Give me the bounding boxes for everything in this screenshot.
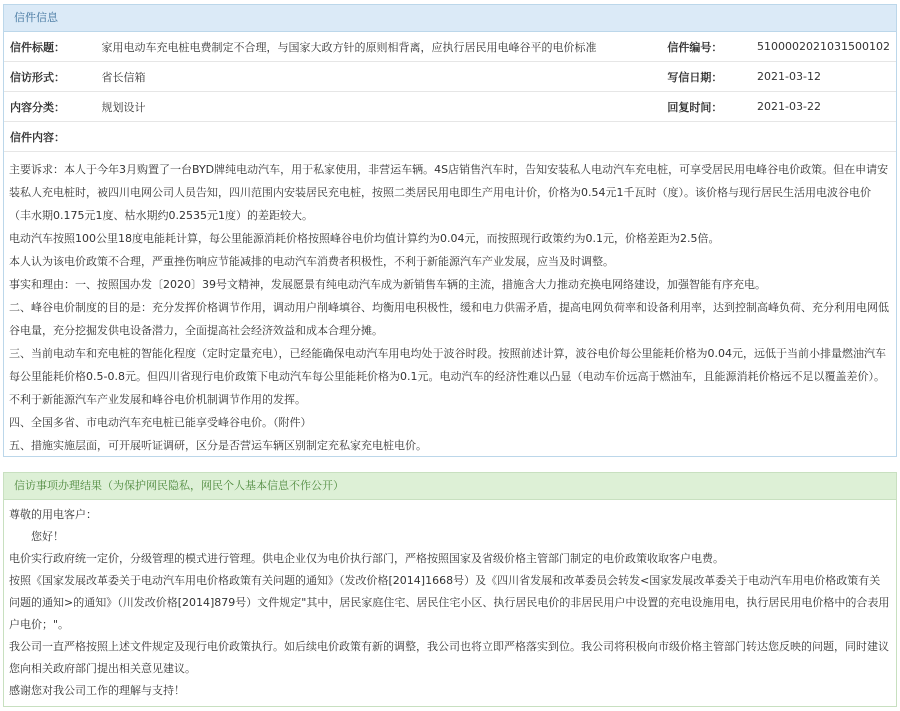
table-row xyxy=(4,62,896,92)
form-value: 省长信箱 xyxy=(95,62,661,92)
reply-time-label: 回复时间： xyxy=(661,92,751,122)
content-paragraph: 本人认为该电价政策不合理，严重挫伤响应节能减排的电动汽车消费者积极性，不利于新能源汽车产业发展，应当及时调整。 xyxy=(9,255,614,268)
number-label: 信件编号： xyxy=(661,32,751,62)
content-paragraph: 五、措施实施层面，可开展听证调研，区分是否营运车辆区别制定充私家充电桩电价。 xyxy=(9,439,427,452)
title-value: 家用电动车充电桩电费制定不合理，与国家大政方针的原则相背离，应执行居民用电峰谷平的电价标准 xyxy=(95,32,661,62)
reply-content xyxy=(4,500,896,702)
reply-panel xyxy=(3,472,897,707)
reply-line: 尊敬的用电客户： xyxy=(9,508,97,521)
content-paragraph: 事实和理由：一、按照国办发〔2020〕39号文精神，发展愿景有纯电动汽车成为新销售车辆的主流，措施含大力推动充换电网络建设，加强智能有序充电。 xyxy=(9,278,766,291)
reply-time-value: 2021-03-22 xyxy=(751,92,896,122)
reply-line: 我公司一直严格按照上述文件规定及现行电价政策执行。如后续电价政策有新的调整，我公司也将立即严格落实到位。我公司将积极向市级价格主管部门转达您反映的问题，同时建议您向相关政府部门提出相关意见建议。 xyxy=(9,640,889,675)
reply-line: 按照《国家发展改革委关于电动汽车用电价格政策有关问题的通知》（发改价格[2014]1668号）及《四川省发展和改革委员会转发<国家发展改革委关于电动汽车用电价格政策有关问题的通知>的通知》（川发改价格[2014]879号）文件规定"其中，居民家庭住宅、居民住宅小区、执行居民电价的非居民用户中设置的充电设施用电，执行居民用电价格中的合表用户电价；"。 xyxy=(9,574,890,631)
category-label: 内容分类： xyxy=(4,92,95,122)
table-row xyxy=(4,122,896,152)
reply-line: 感谢您对我公司工作的理解与支持！ xyxy=(9,684,185,697)
table-row xyxy=(4,32,896,62)
reply-line: 您好！ xyxy=(31,530,64,543)
reply-header: 信访事项办理结果（为保护网民隐私，网民个人基本信息不作公开） xyxy=(4,473,896,500)
content-paragraph: 三、当前电动车和充电桩的智能化程度（定时定量充电），已经能确保电动汽车用电均处于波谷时段。按照前述计算，波谷电价每公里能耗价格为0.04元，远低于当前小排量燃油汽车每公里能耗价格0.5-0.8元。但四川省现行电价政策下电动汽车每公里能耗价格为0.1元。电动汽车的经济性难以凸显（电动车价远高于燃油车，且能源消耗价格远不足以覆盖差价）。不利于新能源汽车产业发展和峰谷电价机制调节作用的发挥。 xyxy=(9,347,886,406)
content-paragraph: 电动汽车按照100公里18度电能耗计算，每公里能源消耗价格按照峰谷电价均值计算约为0.04元，而按照现行政策约为0.1元，价格差距为2.5倍。 xyxy=(9,232,720,245)
number-value: 5100002021031500102 xyxy=(751,32,896,62)
category-value: 规划设计 xyxy=(95,92,661,122)
title-label: 信件标题： xyxy=(4,32,95,62)
date-label: 写信日期： xyxy=(661,62,751,92)
form-label: 信访形式： xyxy=(4,62,95,92)
reply-line: 电价实行政府统一定价，分级管理的模式进行管理。供电企业仅为电价执行部门，严格按照国家及省级价格主管部门制定的电价政策收取客户电费。 xyxy=(9,552,724,565)
content-label: 信件内容： xyxy=(4,122,896,152)
letter-info-table xyxy=(4,32,896,152)
letter-info-panel xyxy=(3,4,897,457)
content-paragraph: 四、全国多省、市电动汽车充电桩已能享受峰谷电价。（附件） xyxy=(9,416,312,429)
content-paragraph: 二、峰谷电价制度的目的是：充分发挥价格调节作用，调动用户削峰填谷、均衡用电积极性，缓和电力供需矛盾，提高电网负荷率和设备利用率，达到控制高峰负荷、充分利用电网低谷电量，充分挖掘发供电设备潜力，全面提高社会经济效益和成本合理分摊。 xyxy=(9,301,889,337)
date-value: 2021-03-12 xyxy=(751,62,896,92)
table-row xyxy=(4,92,896,122)
letter-content xyxy=(4,152,896,457)
letter-info-header: 信件信息 xyxy=(4,5,896,32)
content-paragraph: 主要诉求：本人于今年3月购置了一台BYD牌纯电动汽车，用于私家使用，非营运车辆。4S店销售汽车时，告知安装私人电动汽车充电桩，可享受居民用电峰谷电价政策。但在申请安装私人充电桩时，被四川电网公司人员告知，四川范围内安装居民充电桩，按照二类居民用电即生产用电计价，价格为0.54元1千瓦时（度）。该价格与现行居民生活用电波谷电价（丰水期0.175元1度、枯水期约0.2535元1度）的差距较大。 xyxy=(9,163,889,222)
